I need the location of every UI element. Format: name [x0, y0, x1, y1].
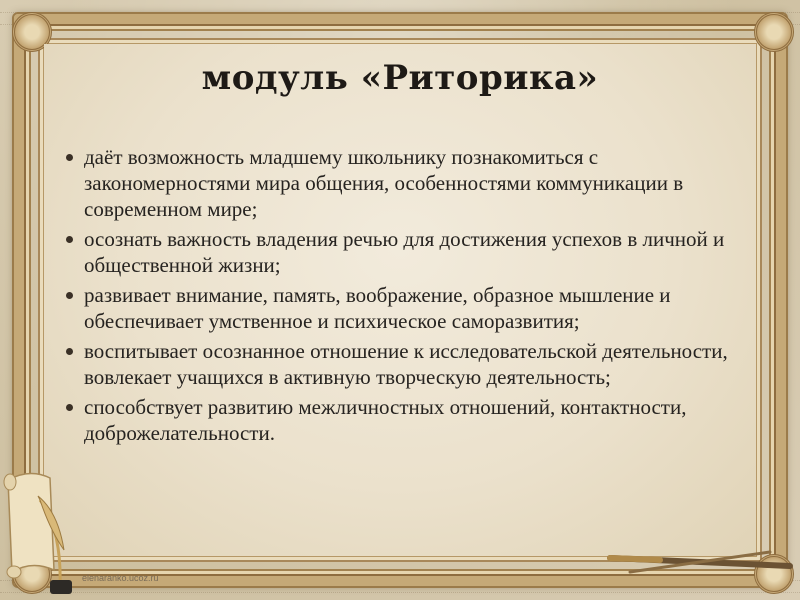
bullet-dot: [66, 404, 73, 411]
bullet-item: [66, 282, 746, 334]
frame-corner-ornament: [754, 12, 794, 52]
slide-title: модуль «Риторика»: [201, 58, 599, 98]
bullet-text: воспитывает осознанное отношение к исследовательской деятельности, вовлекает учащихся в активную творческую деятельность;: [84, 339, 728, 389]
bullet-dot: [66, 348, 73, 355]
scroll-quill-icon: [0, 460, 80, 600]
bullet-dot: [66, 292, 73, 299]
bullet-item: [66, 394, 746, 446]
bullet-text: даёт возможность младшему школьнику познакомиться с закономерностями мира общения, особенностями коммуникации в современном мире;: [84, 145, 684, 221]
bullet-text: способствует развитию межличностных отношений, контактности, доброжелательности.: [84, 395, 687, 445]
fountain-pen-icon: [600, 540, 800, 580]
bullet-list: [66, 144, 746, 450]
watermark-text: elenaranko.ucoz.ru: [82, 573, 159, 583]
bullet-text: развивает внимание, память, воображение, образное мышление и обеспечивает умственное и психическое саморазвития;: [84, 283, 671, 333]
slide-content: [44, 44, 756, 556]
bullet-dot: [66, 236, 73, 243]
bullet-item: [66, 338, 746, 390]
bullet-dot: [66, 154, 73, 161]
background-texture-line: [0, 592, 800, 594]
bullet-text: осознать важность владения речью для достижения успехов в личной и общественной жизни;: [84, 227, 725, 277]
bullet-item: [66, 226, 746, 278]
bullet-item: [66, 144, 746, 222]
